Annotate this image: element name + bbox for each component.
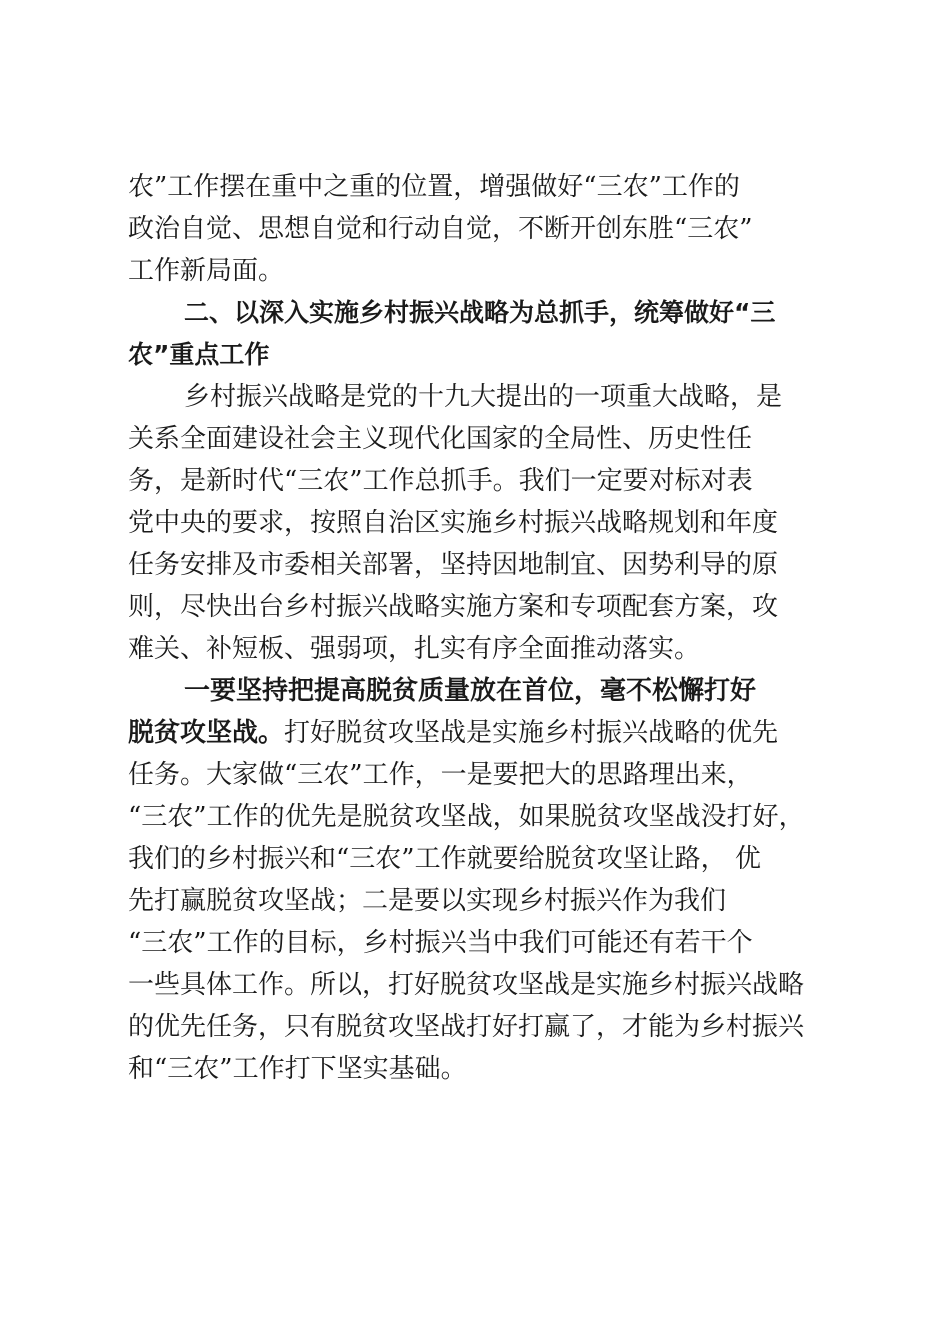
- paragraph-line: 的优先任务，只有脱贫攻坚战打好打赢了，才能为乡村振兴: [128, 1012, 805, 1042]
- paragraph-line: 则，尽快出台乡村振兴战略实施方案和专项配套方案，攻: [128, 592, 779, 622]
- paragraph-line: 务，是新时代“三农”工作总抓手。我们一定要对标对表: [128, 466, 753, 496]
- document-body: [128, 166, 848, 1090]
- paragraph-rural-revitalization: [128, 376, 848, 670]
- paragraph-line: 工作新局面。: [128, 256, 285, 286]
- bold-lead-text: 脱贫攻坚战。: [128, 718, 285, 748]
- bold-lead-line: 一要坚持把提高脱贫质量放在首位，毫不松懈打好: [184, 676, 757, 706]
- paragraph-line: 一些具体工作。所以，打好脱贫攻坚战是实施乡村振兴战略: [128, 970, 805, 1000]
- section-heading-line: 农”重点工作: [128, 340, 270, 369]
- paragraph-text: 打好脱贫攻坚战是实施乡村振兴战略的优先: [284, 718, 779, 748]
- paragraph-line: “三农”工作的优先是脱贫攻坚战，如果脱贫攻坚战没打好，: [128, 802, 805, 832]
- intro-paragraph: [128, 166, 848, 292]
- paragraph-line: 和“三农”工作打下坚实基础。: [128, 1054, 467, 1084]
- section-heading-line: 二、以深入实施乡村振兴战略为总抓手，统筹做好“三: [184, 298, 776, 327]
- paragraph-line: 我们的乡村振兴和“三农”工作就要给脱贫攻坚让路， 优: [128, 844, 761, 874]
- paragraph-line: “三农”工作的目标，乡村振兴当中我们可能还有若干个: [128, 928, 753, 958]
- paragraph-line: 任务安排及市委相关部署，坚持因地制宜、因势利导的原: [128, 550, 779, 580]
- paragraph-line: 乡村振兴战略是党的十九大提出的一项重大战略，是: [184, 382, 783, 412]
- paragraph-line: 关系全面建设社会主义现代化国家的全局性、历史性任: [128, 424, 753, 454]
- paragraph-line: 农”工作摆在重中之重的位置，增强做好“三农”工作的: [128, 172, 740, 202]
- paragraph-line: 先打赢脱贫攻坚战；二是要以实现乡村振兴作为我们: [128, 886, 727, 916]
- paragraph-line: 党中央的要求，按照自治区实施乡村振兴战略规划和年度: [128, 508, 779, 538]
- section-heading: [128, 292, 848, 376]
- paragraph-line: 难关、补短板、强弱项，扎实有序全面推动落实。: [128, 634, 701, 664]
- paragraph-line: 政治自觉、思想自觉和行动自觉，不断开创东胜“三农”: [128, 214, 753, 244]
- paragraph-line: [128, 712, 848, 754]
- paragraph-line: 任务。大家做“三农”工作，一是要把大的思路理出来，: [128, 760, 753, 790]
- paragraph-poverty-alleviation: [128, 670, 848, 1090]
